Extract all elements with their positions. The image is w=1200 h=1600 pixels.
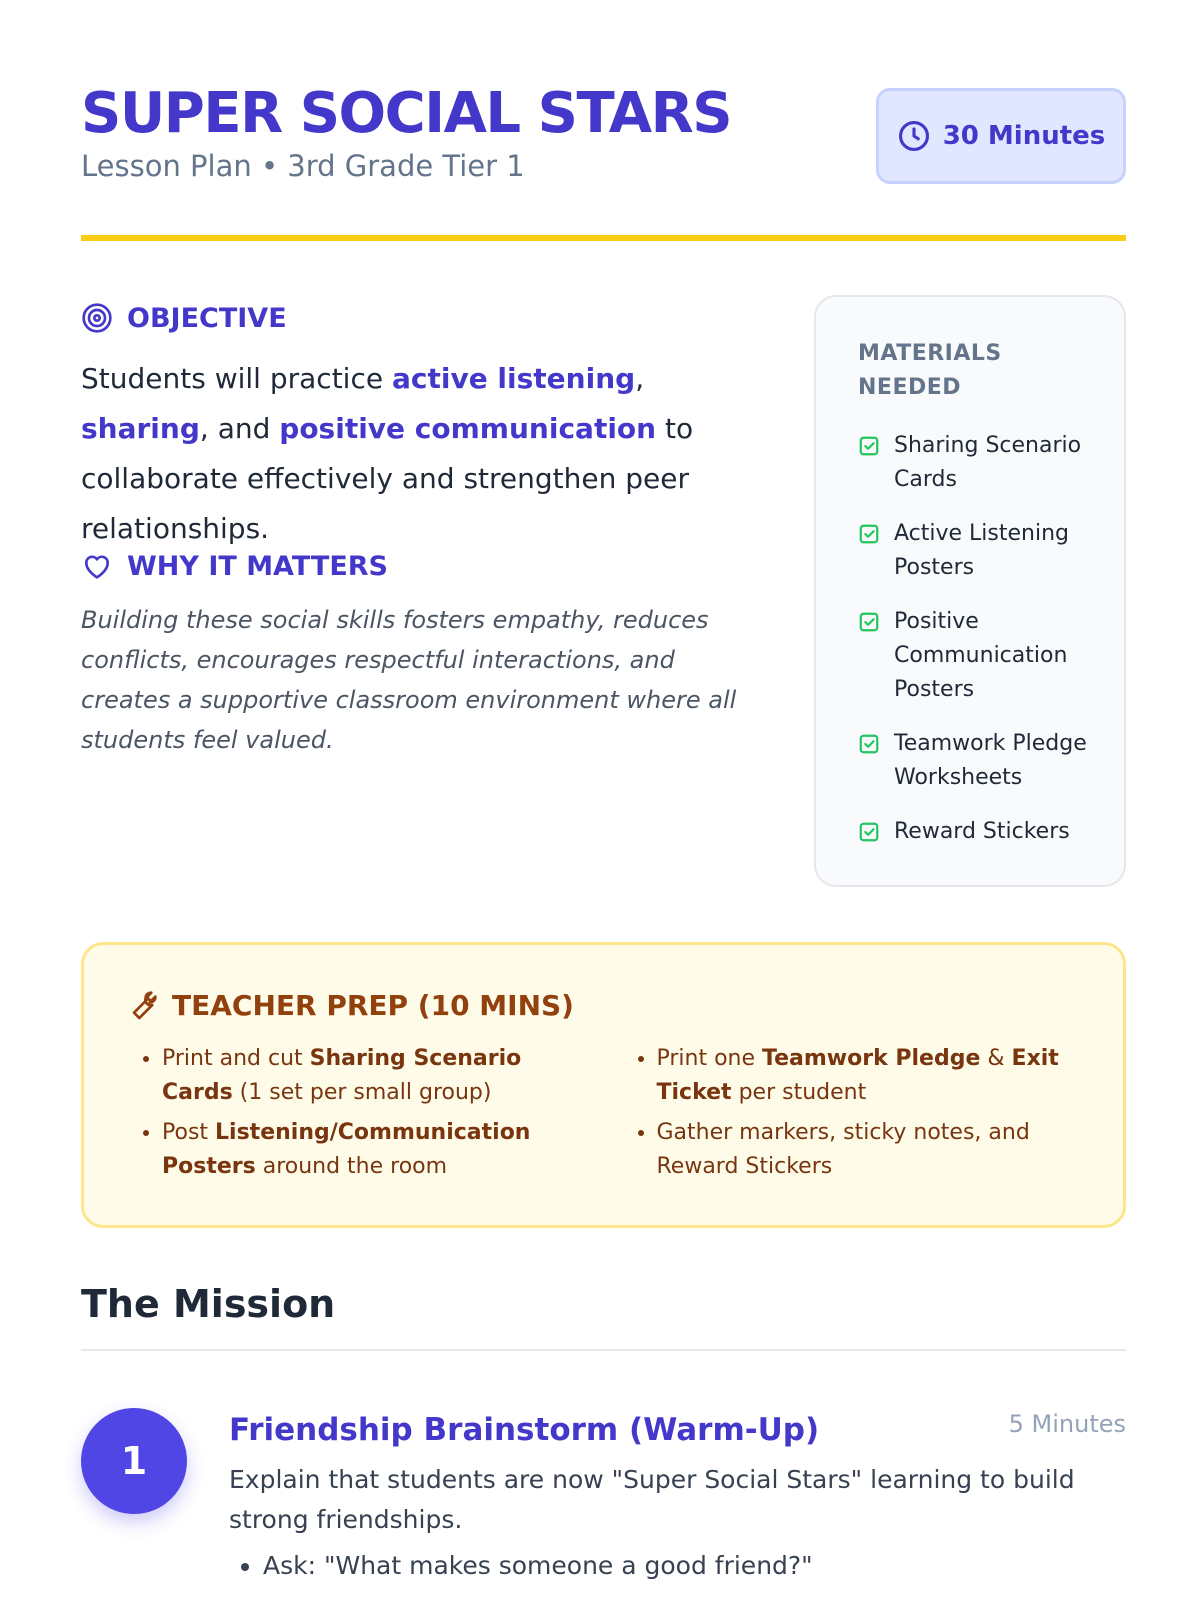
teacher-prep-heading-label: TEACHER PREP (10 MINS) (172, 989, 574, 1022)
mission-heading: The Mission (81, 1282, 336, 1326)
objective-text-part: to collaborate effectively and strengthen peer relationships. (81, 412, 694, 545)
prep-text: around the room (255, 1154, 448, 1179)
target-icon (81, 302, 113, 334)
teacher-prep-item (657, 1116, 1084, 1184)
check-square-icon (858, 611, 880, 633)
why-section (81, 546, 761, 760)
objective-heading (81, 298, 761, 338)
teacher-prep-column (621, 1042, 1084, 1190)
materials-item-label: Sharing Scenario Cards (894, 433, 1082, 492)
materials-item (858, 727, 1104, 795)
teacher-prep-item (657, 1042, 1084, 1110)
heart-icon (81, 550, 113, 582)
materials-list (858, 429, 1104, 849)
step-bullets (229, 1546, 1126, 1586)
objective-text (81, 354, 761, 554)
prep-text: Print and cut (162, 1046, 310, 1071)
step-duration: 5 Minutes (1008, 1410, 1126, 1438)
objective-section (81, 298, 761, 554)
header (81, 82, 1126, 192)
objective-highlight: positive communication (279, 412, 657, 445)
step-description: Explain that students are now "Super Social Stars" learning to build strong friendships. (229, 1465, 1075, 1534)
prep-text: (1 set per small group) (232, 1080, 492, 1105)
objective-text-part: , (635, 362, 645, 395)
check-square-icon (858, 733, 880, 755)
prep-text: Print one (656, 1046, 763, 1071)
objective-text-part: , and (199, 412, 280, 445)
check-square-icon (858, 435, 880, 457)
teacher-prep-column (126, 1042, 589, 1190)
teacher-prep-item (162, 1042, 589, 1110)
objective-heading-label: OBJECTIVE (127, 302, 287, 334)
prep-text: per student (731, 1080, 867, 1105)
duration-badge (876, 88, 1126, 184)
prep-bold-text: Sharing Scenario Cards (162, 1046, 522, 1105)
materials-item-label: Active Listening Posters (894, 521, 1070, 580)
page-subtitle: Lesson Plan • 3rd Grade Tier 1 (81, 149, 525, 183)
materials-item-label: Teamwork Pledge Worksheets (894, 731, 1087, 790)
mission-step (229, 1408, 1126, 1586)
materials-item (858, 815, 1104, 849)
why-heading (81, 546, 761, 586)
objective-text-part: Students will practice (81, 362, 392, 395)
header-divider (81, 235, 1126, 241)
clock-icon (897, 119, 931, 153)
mission-divider (81, 1349, 1126, 1351)
materials-title: MATERIALS NEEDED (858, 341, 1002, 400)
materials-item (858, 605, 1104, 707)
prep-text: & (980, 1046, 1012, 1071)
prep-bold-text: Teamwork Pledge (762, 1046, 981, 1071)
page-title: SUPER SOCIAL STARS (81, 81, 732, 146)
prep-text: Gather markers, sticky notes, and Reward Stickers (656, 1120, 1030, 1179)
materials-item (858, 517, 1104, 585)
teacher-prep-item (162, 1116, 589, 1184)
materials-item (858, 429, 1104, 497)
why-text: Building these social skills fosters empathy, reduces conflicts, encourages respectful interactions, and creates a supportive classroom environment where all students feel valued. (81, 606, 737, 754)
objective-highlight: sharing (81, 412, 200, 445)
materials-card (814, 295, 1126, 887)
check-square-icon (858, 523, 880, 545)
step-bullet: • Ask: "What makes someone a good friend?" (263, 1546, 1126, 1586)
check-square-icon (858, 821, 880, 843)
prep-bold-text: Exit Ticket (656, 1046, 1059, 1105)
materials-item-label: Reward Stickers (894, 819, 1070, 844)
duration-label: 30 Minutes (942, 121, 1106, 151)
teacher-prep-card (81, 942, 1126, 1228)
step-title: Friendship Brainstorm (Warm-Up) (229, 1412, 820, 1448)
prep-text: Post (162, 1120, 216, 1145)
teacher-prep-list (126, 1042, 1083, 1190)
why-heading-label: WHY IT MATTERS (127, 550, 388, 582)
prep-bold-text: Listening/Communication Posters (162, 1120, 531, 1179)
step-number-badge: 1 (81, 1408, 187, 1514)
materials-item-label: Positive Communication Posters (894, 609, 1068, 702)
objective-highlight: active listening (391, 362, 636, 395)
teacher-prep-heading (126, 989, 1083, 1022)
wrench-icon (126, 990, 158, 1022)
